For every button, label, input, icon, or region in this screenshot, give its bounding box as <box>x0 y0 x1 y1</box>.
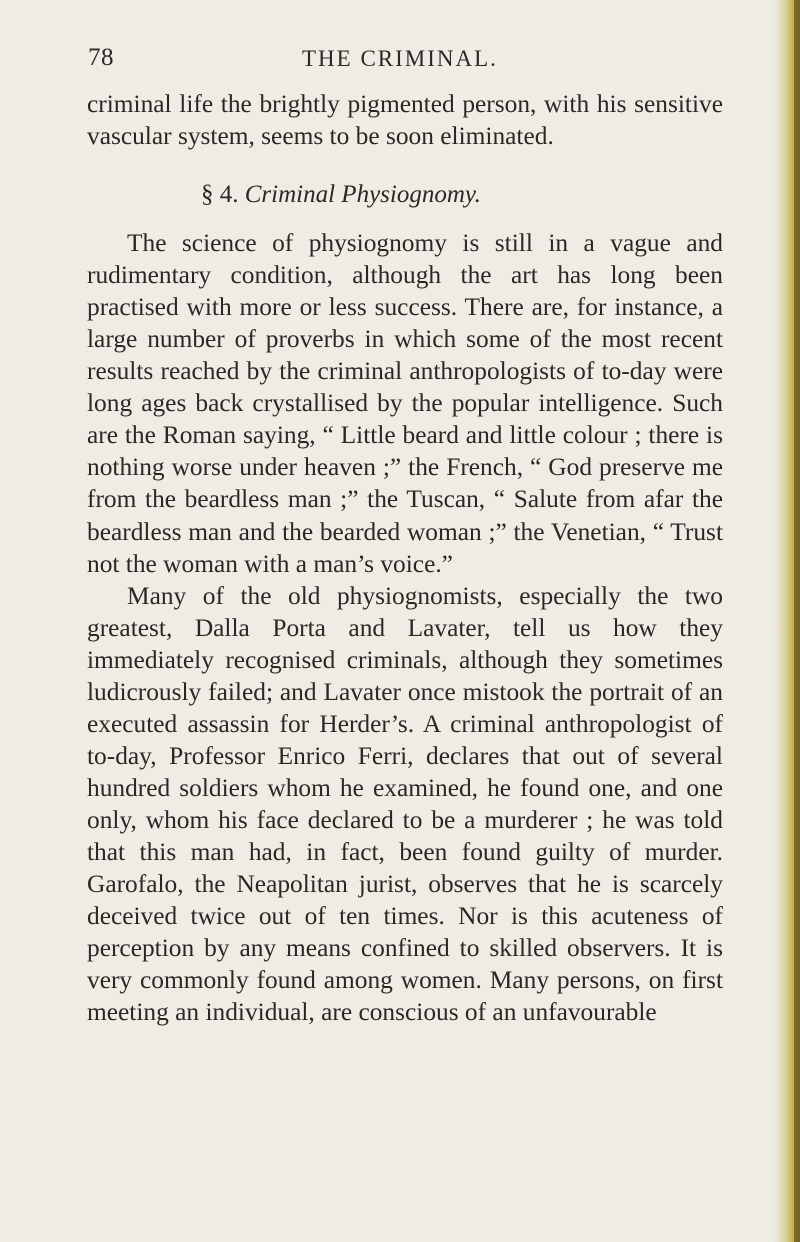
page-number: 78 <box>88 44 114 71</box>
running-head <box>88 44 708 84</box>
section-title: Criminal Physiognomy. <box>244 181 481 209</box>
paragraph-physiognomists: Many of the old physiognomists, especially the two greatest, Dalla Porta and Lavater, tell us how they immediately recognised criminals, although they sometimes ludicrously failed; and Lavater once mistook the portrait of an executed assassin for Herder’s. A criminal anthropologist of to-day, Professor Enrico Ferri, declares that out of several hundred soldiers whom he examined, he found one, and one only, whom his face declared to be a murderer ; he was told that this man had, in fact, been found guilty of murder. Garofalo, the Neapolitan jurist, observes that he is scarcely deceived twice out of ten times. Nor is this acuteness of perception by any means confined to skilled observers. It is very commonly found among women. Many persons, on first meeting an individual, are conscious of an unfavourable <box>87 581 723 1027</box>
page-edge-binding <box>794 0 800 1242</box>
paragraph-science: The science of physiognomy is still in a vague and rudimentary condition, although the art has long been practised with more or less success. There are, for instance, a large number of proverbs in which some of the most recent results reached by the criminal anthropologists of to-day were long ages back crystallised by the popular intelligence. Such are the Roman saying, “ Little beard and little colour ; there is nothing worse under heaven ;” the French, “ God preserve me from the beardless man ;” the Tuscan, “ Salute from afar the beardless man and the bearded woman ;” the Venetian, “ Trust not the woman with a man’s voice.” <box>87 229 723 578</box>
section-number: § 4. <box>201 181 239 209</box>
paragraph-opening: criminal life the brightly pigmented person, with his sensitive vascular system, seems to be soon eliminated. <box>87 90 723 151</box>
running-title: THE CRIMINAL. <box>302 46 498 71</box>
body-text <box>87 88 723 1028</box>
section-heading <box>87 179 723 211</box>
